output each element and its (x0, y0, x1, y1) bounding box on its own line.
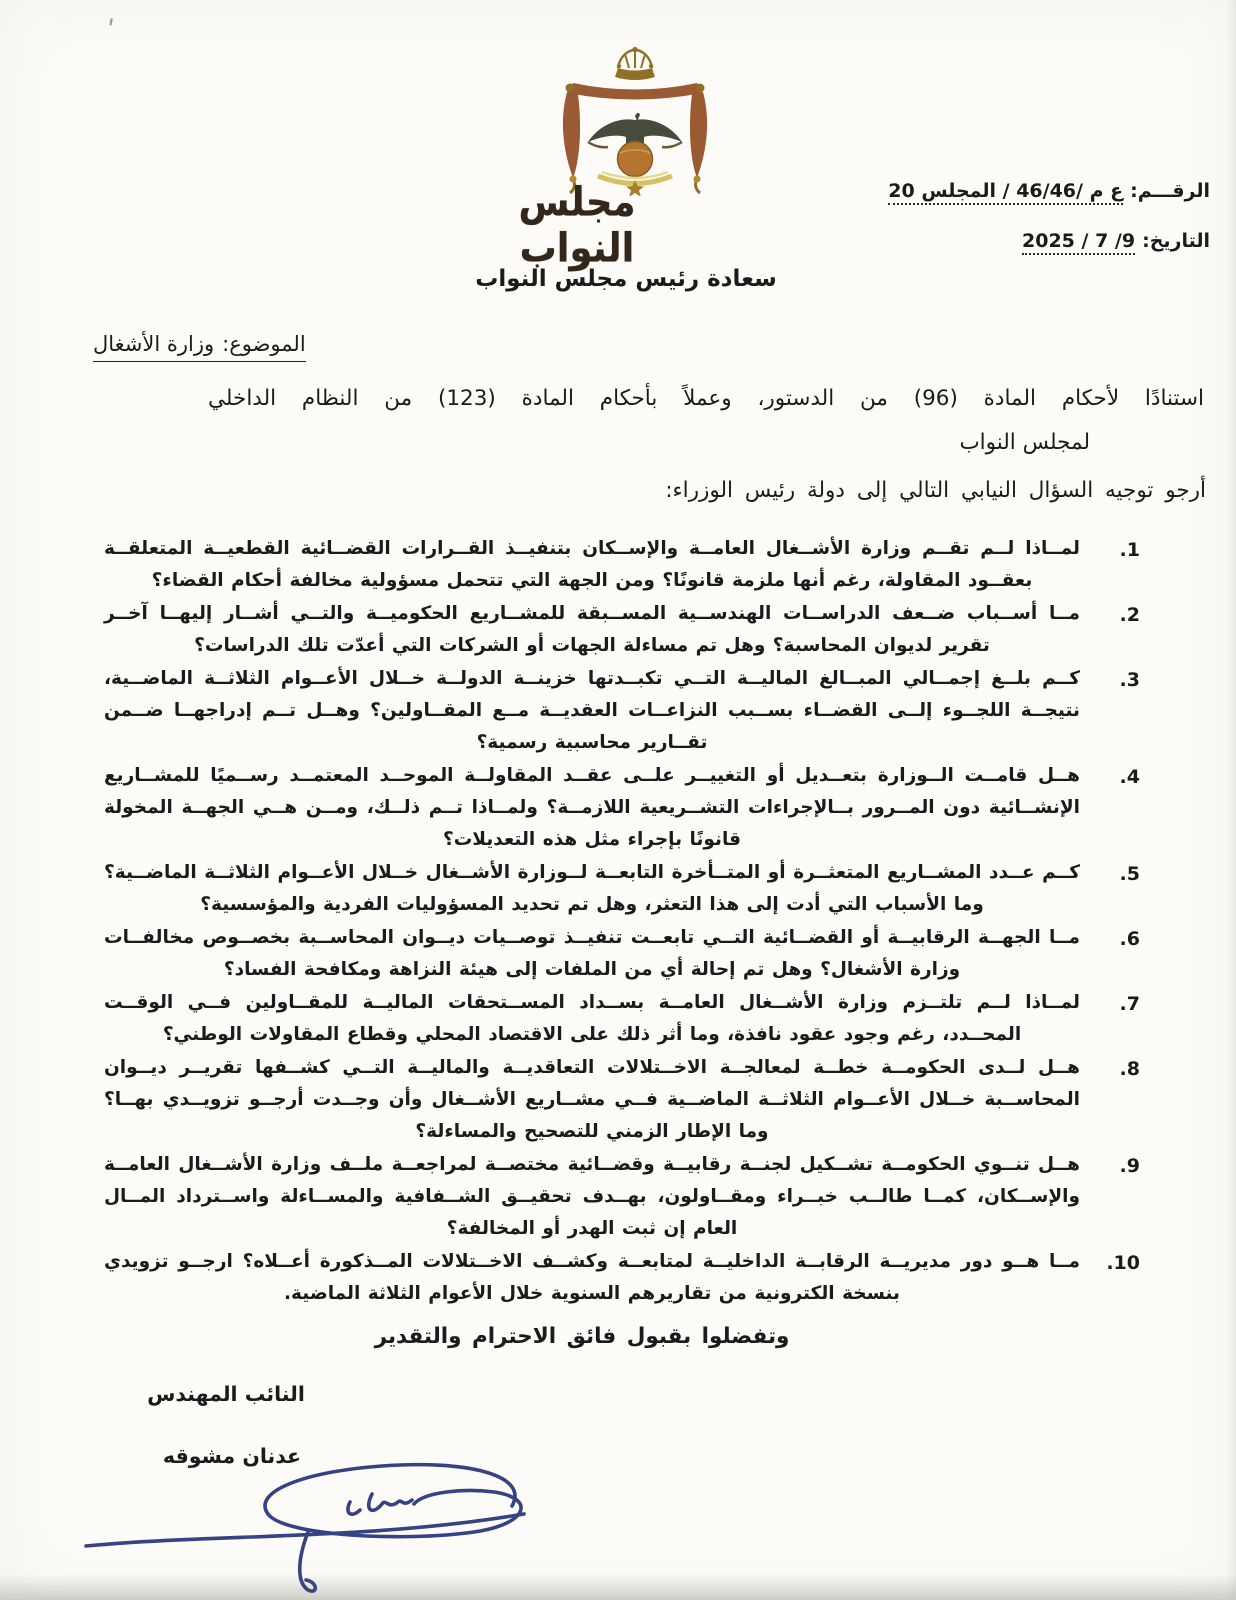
question-number: .6 (1119, 928, 1140, 950)
question-number: .1 (1119, 539, 1140, 561)
question-number: .2 (1119, 604, 1140, 626)
question-item (104, 857, 1140, 921)
scan-edge-shadow-right (1226, 0, 1236, 1600)
signer-title: النائب المهندس (147, 1382, 305, 1406)
salutation-line: سعادة رئيس مجلس النواب (475, 266, 777, 292)
question-number: .10 (1106, 1252, 1140, 1274)
question-text: هــل لــدى الحكومــة خطــة لمعالجــة الاخــتلالات التعاقديــة والماليــة التــي كشــفها تقريــر ديــوان المحاســبة خــلال الأعــوام الثلاثــة الماضــية فــي مشــاريع الأشــغال وأن وجــدت أرجــو تزويــدي بهــا؟ وما الإطار الزمني للتصحيح والمساءلة؟ (104, 1057, 1080, 1142)
question-item (104, 922, 1140, 986)
question-text: كــم بلــغ إجمــالي المبــالغ الماليــة التــي تكبــدتها خزينــة الدولــة خــلال الأعــوام الثلاثــة الماضــية، نتيجــة اللجــوء إلــى القضــاء بســبب النزاعــات العقديــة مــع المقــاولين؟ وهــل تــم إدراجهــا ضــمن تقــارير محاسبية رسمية؟ (104, 668, 1080, 753)
question-text: مــا هــو دور مديريــة الرقابــة الداخليــة لمتابعــة وكشــف الاخــتلالات المــذكورة أعــلاه؟ ارجــو تزويدي بنسخة الكترونية من تقاريرهم السنوية خلال الأعوام الثلاثة الماضية. (104, 1251, 1080, 1304)
question-number: .8 (1119, 1058, 1140, 1080)
question-item (104, 760, 1140, 856)
question-number: .4 (1119, 766, 1140, 788)
intro-line-1: استنادًا لأحكام المادة (96) من الدستور، وعملاً بأحكام المادة (123) من النظام الداخلي (208, 386, 1204, 411)
reference-number-value: ع م /46/46 / المجلس 20 (888, 180, 1123, 205)
parliament-logotype: مجلس النواب (518, 178, 636, 272)
question-item (104, 598, 1140, 662)
reference-number-label: الرقـــم: (1130, 180, 1210, 202)
scan-edge-shadow (0, 1574, 1236, 1600)
intro-line-2: لمجلس النواب (959, 430, 1090, 455)
reference-date-value: 9/ 7 / 2025 (1022, 230, 1135, 255)
questions-list (104, 533, 1140, 1311)
reference-date-label: التاريخ: (1142, 230, 1210, 252)
closing-line: وتفضلوا بقبول فائق الاحترام والتقدير (374, 1324, 790, 1349)
request-line: أرجو توجيه السؤال النيابي التالي إلى دولة رئيس الوزراء: (665, 478, 1206, 503)
question-text: مــا أســباب ضــعف الدراســات الهندســية المســبقة للمشــاريع الحكوميــة والتــي أشــار إليهــا آخــر تقرير لديوان المحاسبة؟ وهل تم مساءلة الجهات أو الشركات التي أعدّت تلك الدراسات؟ (104, 603, 1080, 656)
question-number: .7 (1119, 993, 1140, 1015)
subject-label: الموضوع: (222, 332, 306, 356)
question-item (104, 1246, 1140, 1310)
signer-name: عدنان مشوقه (162, 1444, 302, 1468)
coat-of-arms-icon (540, 46, 730, 196)
question-item (104, 987, 1140, 1051)
question-text: لمــاذا لــم تلتــزم وزارة الأشــغال العامــة بســداد المســتحقات الماليــة للمقــاولين فــي الوقــت المحــدد، رغم وجود عقود نافذة، وما أثر ذلك على الاقتصاد المحلي وقطاع المقاولات الوطني؟ (104, 992, 1080, 1045)
question-item (104, 1149, 1140, 1245)
reference-block (888, 166, 1210, 266)
question-number: .3 (1119, 669, 1140, 691)
question-item (104, 533, 1140, 597)
question-number: .5 (1119, 863, 1140, 885)
subject-line (93, 332, 306, 362)
subject-value: وزارة الأشغال (93, 332, 215, 356)
question-number: .9 (1119, 1155, 1140, 1177)
reference-date-line (888, 216, 1210, 266)
question-text: كــم عــدد المشــاريع المتعثــرة أو المتــأخرة التابعــة لــوزارة الأشــغال خــلال الأعــوام الثلاثــة الماضــية؟ وما الأسباب التي أدت إلى هذا التعثر، وهل تم تحديد المسؤوليات الفردية والمؤسسية؟ (104, 862, 1080, 915)
jordan-coat-of-arms-emblem (540, 46, 730, 196)
reference-number-line (888, 166, 1210, 216)
question-text: هــل قامــت الــوزارة بتعــديل أو التغييــر علــى عقــد المقاولــة الموحــد المعتمــد رســميًا للمشــاريع الإنشــائية دون المــرور بــالإجراءات التشــريعية اللازمــة؟ ولمــاذا تــم ذلــك، ومــن هــي الجهــة المخولة قانونًا بإجراء مثل هذه التعديلات؟ (104, 765, 1080, 850)
question-text: هــل تنــوي الحكومــة تشــكيل لجنــة رقابيــة وقضــائية مختصــة لمراجعــة ملــف وزارة الأشــغال العامــة والإســكان، كمــا طالــب خبــراء ومقــاولون، بهــدف تحقيــق الشــفافية والمســاءلة واســترداد المــال العام إن ثبت الهدر أو المخالفة؟ (104, 1154, 1080, 1239)
question-item (104, 1052, 1140, 1148)
question-text: مــا الجهــة الرقابيــة أو القضــائية التــي تابعــت تنفيــذ توصــيات ديــوان المحاســبة بخصــوص مخالفــات وزارة الأشغال؟ وهل تم إحالة أي من الملفات إلى هيئة النزاهة ومكافحة الفساد؟ (104, 927, 1080, 980)
question-text: لمــاذا لــم تقــم وزارة الأشــغال العامــة والإســكان بتنفيــذ القــرارات القضــائية القطعيــة المتعلقــة بعقــود المقاولة، رغم أنها ملزمة قانونًا؟ ومن الجهة التي تتحمل مسؤولية مخالفة أحكام القضاء؟ (104, 538, 1080, 591)
question-item (104, 663, 1140, 759)
scan-artifact-mark: ' (102, 13, 117, 45)
